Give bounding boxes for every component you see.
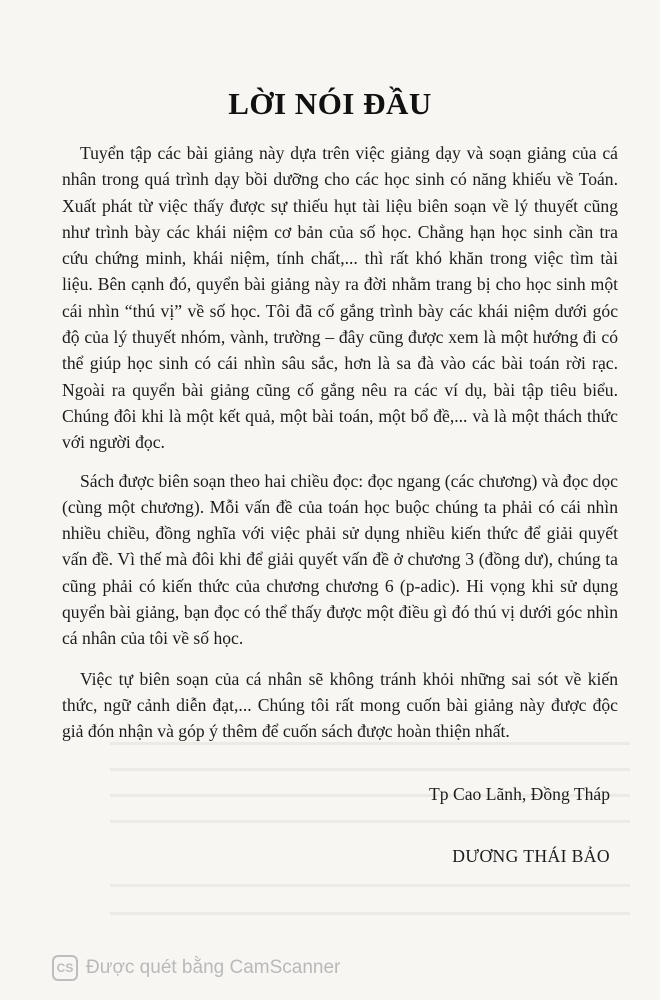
camscanner-logo-icon: CS (52, 955, 78, 981)
paragraph: Sách được biên soạn theo hai chiều đọc: đọc ngang (các chương) và đọc dọc (cùng một chương). Mỗi vấn đề của toán học buộc chúng ta phải có cái nhìn nhiều chiều, đồng nghĩa với việc phải sử dụng nhiều kiến thức để giải quyết vấn đề. Vì thế mà đôi khi để giải quyết vấn đề ở chương 3 (đồng dư), chúng ta cũng phải có kiến thức của chương chương 6 (p-adic). Hi vọng khi sử dụng quyển bài giảng, bạn đọc có thể thấy được một điều gì đó thú vị dưới góc nhìn cá nhân của tôi về số học. (62, 470, 618, 649)
bleed-through-line (110, 768, 630, 771)
bleed-through-line (110, 884, 630, 887)
signature-place: Tp Cao Lãnh, Đồng Tháp (429, 784, 610, 804)
body-text (62, 140, 618, 759)
camscanner-watermark (52, 954, 340, 982)
camscanner-text: Được quét bằng CamScanner (86, 957, 341, 978)
signature-author: DƯƠNG THÁI BẢO (452, 846, 610, 866)
bleed-through-line (110, 912, 630, 915)
paragraph: Tuyển tập các bài giảng này dựa trên việc giảng dạy và soạn giảng của cá nhân trong quá trình dạy bồi dưỡng cho các học sinh có năng khiếu về Toán. Xuất phát từ việc thấy được sự thiếu hụt tài liệu biên soạn về lý thuyết cũng như trình bày các khái niệm cơ bản của số học. Chẳng hạn học sinh cần tra cứu chứng minh, khái niệm, tính chất,... thì rất khó khăn trong việc tìm tài liệu. Bên cạnh đó, quyển bài giảng này ra đời nhằm trang bị cho học sinh một cái nhìn “thú vị” về số học. Tôi đã cố gắng trình bày các khái niệm dưới góc độ của lý thuyết nhóm, vành, trường – đây cũng được xem là một hướng đi có thể giúp học sinh có cái nhìn sâu sắc, hơn là sa đà vào các bài toán rời rạc. Ngoài ra quyển bài giảng cũng cố gắng nêu ra các ví dụ, bài tập tiêu biểu. Chúng đôi khi là một kết quả, một bài toán, một bổ đề,... và là một thách thức với người đọc. (62, 143, 618, 453)
page-title: LỜI NÓI ĐẦU (228, 86, 432, 121)
bleed-through-line (110, 820, 630, 823)
paragraph: Việc tự biên soạn của cá nhân sẽ không tránh khỏi những sai sót về kiến thức, ngữ cảnh diễn đạt,... Chúng tôi rất mong cuốn bài giảng này được độc giả đón nhận và góp ý thêm để cuốn sách được hoàn thiện nhất. (62, 668, 618, 742)
